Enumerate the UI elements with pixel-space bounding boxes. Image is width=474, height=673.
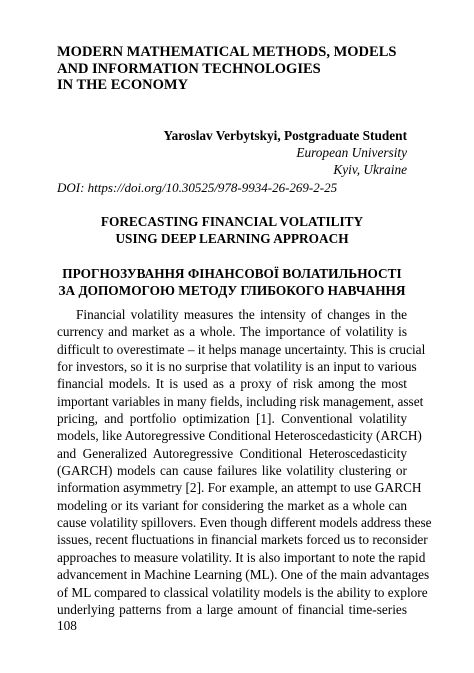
body-line: financial models. It is used as a proxy of risk among the most	[57, 376, 407, 392]
body-line: underlying patterns from a large amount of financial time-series	[57, 601, 407, 617]
article-title-english	[57, 213, 407, 247]
body-line: pricing, and portfolio optimization [1]. Conventional volatility	[57, 411, 407, 427]
author-block	[67, 127, 407, 178]
article-title-line: FORECASTING FINANCIAL VOLATILITY	[100, 214, 364, 229]
body-line: Financial volatility measures the intensity of changes in the	[76, 307, 407, 322]
body-line: difficult to overestimate – it helps manage uncertainty. This is crucial	[57, 341, 426, 357]
author-name: Yaroslav Verbytskyi, Postgraduate Student	[163, 128, 407, 143]
body-line: cause volatility spillovers. Even though different models address these	[57, 515, 432, 531]
author-affiliation: European University	[296, 145, 407, 160]
body-line: models, like Autoregressive Conditional Heteroscedasticity (ARCH)	[57, 428, 422, 444]
body-line: approaches to measure volatility. It is also important to note the rapid	[57, 549, 426, 565]
section-title-line: IN THE ECONOMY	[57, 77, 189, 93]
body-line: important variables in many fields, including risk management, asset	[57, 393, 424, 409]
body-line: information asymmetry [2]. For example, an attempt to use GARCH	[57, 480, 422, 496]
body-line: advancement in Machine Learning (ML). One of the main advantages	[57, 567, 430, 583]
section-title-line: MODERN MATHEMATICAL METHODS, MODELS	[57, 44, 397, 60]
body-line: issues, recent fluctuations in financial markets forced us to reconsider	[57, 532, 428, 548]
page-number: 108	[57, 618, 77, 633]
body-line: and Generalized Autoregressive Conditional Heteroscedasticity	[57, 445, 407, 461]
body-line: modeling or its variant for considering the market as a whole can	[57, 497, 407, 513]
section-title-line: AND INFORMATION TECHNOLOGIES	[57, 60, 321, 77]
body-line: of ML compared to classical volatility models is the ability to explore	[57, 584, 428, 600]
body-line: (GARCH) models can cause failures like volatility clustering or	[57, 463, 407, 479]
article-title-ukrainian	[57, 265, 407, 299]
body-paragraph	[57, 306, 432, 618]
article-title-line: ЗА ДОПОМОГОЮ МЕТОДУ ГЛИБОКОГО НАВЧАННЯ	[58, 283, 406, 298]
article-title-line: ПРОГНОЗУВАННЯ ФІНАНСОВОЇ ВОЛАТИЛЬНОСТІ	[62, 266, 402, 281]
article-title-line: USING DEEP LEARNING APPROACH	[115, 231, 349, 246]
author-location: Kyiv, Ukraine	[333, 162, 407, 177]
body-line: for investors, so it is no surprise that volatility is an input to various	[57, 359, 417, 375]
section-title	[57, 44, 437, 94]
body-line: currency and market as a whole. The importance of volatility is	[57, 324, 407, 340]
doi-line: DOI: https://doi.org/10.30525/978-9934-26-269-2-25	[57, 180, 338, 195]
